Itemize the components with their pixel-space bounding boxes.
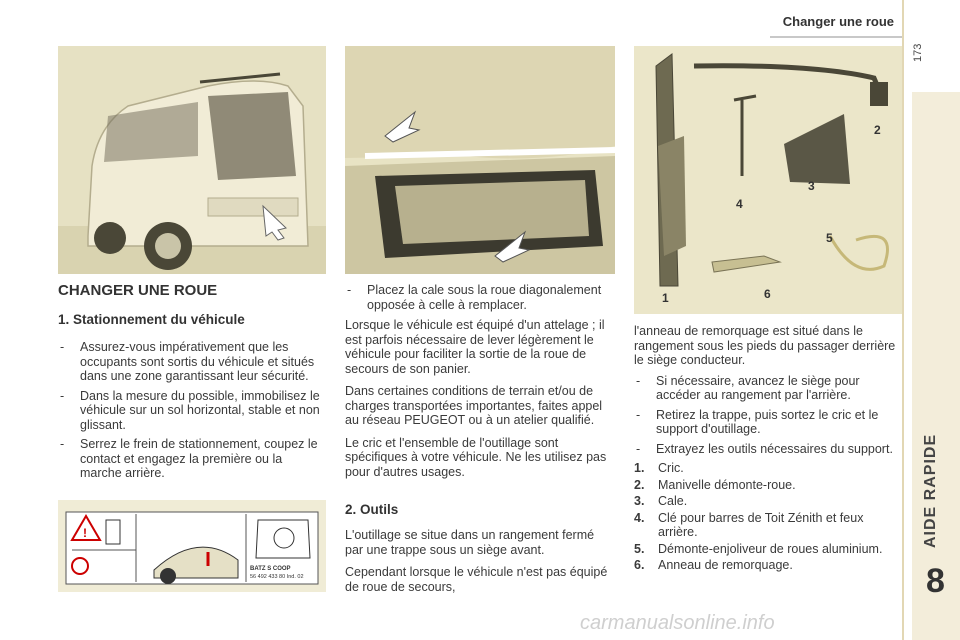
- step-2-heading: 2. Outils: [345, 502, 399, 517]
- page-header-title: Changer une roue: [782, 14, 894, 29]
- watermark: carmanualsonline.info: [580, 612, 775, 634]
- tool-list-item: 2. Manivelle démonte-roue.: [634, 477, 796, 492]
- paragraph-network: Dans certaines conditions de terrain et/ou de charges transportées importantes, faites appel au réseau PEUGEOT ou à un atelier qualifié.: [345, 384, 603, 427]
- car-rear-image: [58, 46, 326, 274]
- step-1-content: [58, 340, 320, 486]
- header-rule: [770, 36, 902, 38]
- chapter-number: 8: [926, 562, 945, 600]
- paragraph-towbar: Lorsque le véhicule est équipé d'un attelage ; il est parfois nécessaire de lever légèrement le véhicule pour faciliter la sortie de la roue de secours de son panier.: [345, 318, 605, 376]
- page-edge-bar: [902, 0, 904, 640]
- chock-instruction: - Placez la cale sous la roue diagonalement opposée à celle à remplacer.: [345, 283, 615, 312]
- page-number: 173: [912, 43, 924, 62]
- tool-access-instruction: - Retirez la trappe, puis sortez le cric et le support d'outillage.: [634, 408, 902, 437]
- seat-storage-image: [345, 46, 615, 274]
- chapter-label: AIDE RAPIDE: [922, 433, 939, 548]
- tool-label-4: 4: [736, 197, 743, 211]
- tool-kit-image: [634, 46, 902, 314]
- step-1-instruction: - Assurez-vous impérativement que les occupants sont sortis du véhicule et situés dans une zone garantissant leur sécurité.: [58, 340, 320, 384]
- tool-label-2: 2: [874, 123, 881, 137]
- paragraph-towing-ring: l'anneau de remorquage est situé dans le rangement sous les pieds du passager derrière le siège conducteur.: [634, 324, 896, 367]
- tool-access-instruction: - Si nécessaire, avancez le siège pour accéder au rangement par l'arrière.: [634, 374, 902, 403]
- jack-warning-label-image: [58, 500, 326, 592]
- paragraph-no-spare: Cependant lorsque le véhicule n'est pas équipé de roue de secours,: [345, 565, 608, 594]
- label-maker: BATZ S COOP: [250, 566, 291, 572]
- paragraph-tool-location: L'outillage se situe dans un rangement fermé par une trappe sous un siège avant.: [345, 528, 595, 557]
- tool-list-item: 6. Anneau de remorquage.: [634, 558, 793, 572]
- tool-list-item: 5. Démonte-enjoliveur de roues aluminium.: [634, 541, 883, 556]
- tool-label-1: 1: [662, 291, 669, 305]
- tool-label-6: 6: [764, 287, 771, 301]
- svg-text:!: !: [83, 526, 87, 540]
- tool-list-item: 1. Cric.: [634, 461, 684, 475]
- chapter-side-tab: [912, 92, 960, 640]
- label-reference: 56 492 433 80 Ind. 02: [250, 574, 304, 580]
- column-2-content: [345, 283, 615, 487]
- paragraph-specific-tools: Le cric et l'ensemble de l'outillage sont spécifiques à votre véhicule. Ne les utilisez pas pour d'autres usages.: [345, 435, 607, 479]
- step-1-instruction: - Dans la mesure du possible, immobilisez le véhicule sur un sol horizontal, stable et non glissant.: [58, 389, 320, 433]
- tool-list-item: 4. Clé pour barres de Toit Zénith et feux arrière.: [634, 510, 864, 539]
- tool-list-item: 3. Cale.: [634, 494, 688, 508]
- step-2-content: [345, 528, 615, 602]
- column-3-content: [634, 324, 902, 575]
- step-1-instruction: - Serrez le frein de stationnement, coupez le contact et engagez la première ou la marche arrière.: [58, 437, 320, 481]
- section-title: CHANGER UNE ROUE: [58, 282, 218, 299]
- tool-label-5: 5: [826, 231, 833, 245]
- tool-access-instruction: - Extrayez les outils nécessaires du support.: [634, 442, 902, 457]
- tool-label-3: 3: [808, 179, 815, 193]
- step-1-heading: 1. Stationnement du véhicule: [58, 312, 245, 327]
